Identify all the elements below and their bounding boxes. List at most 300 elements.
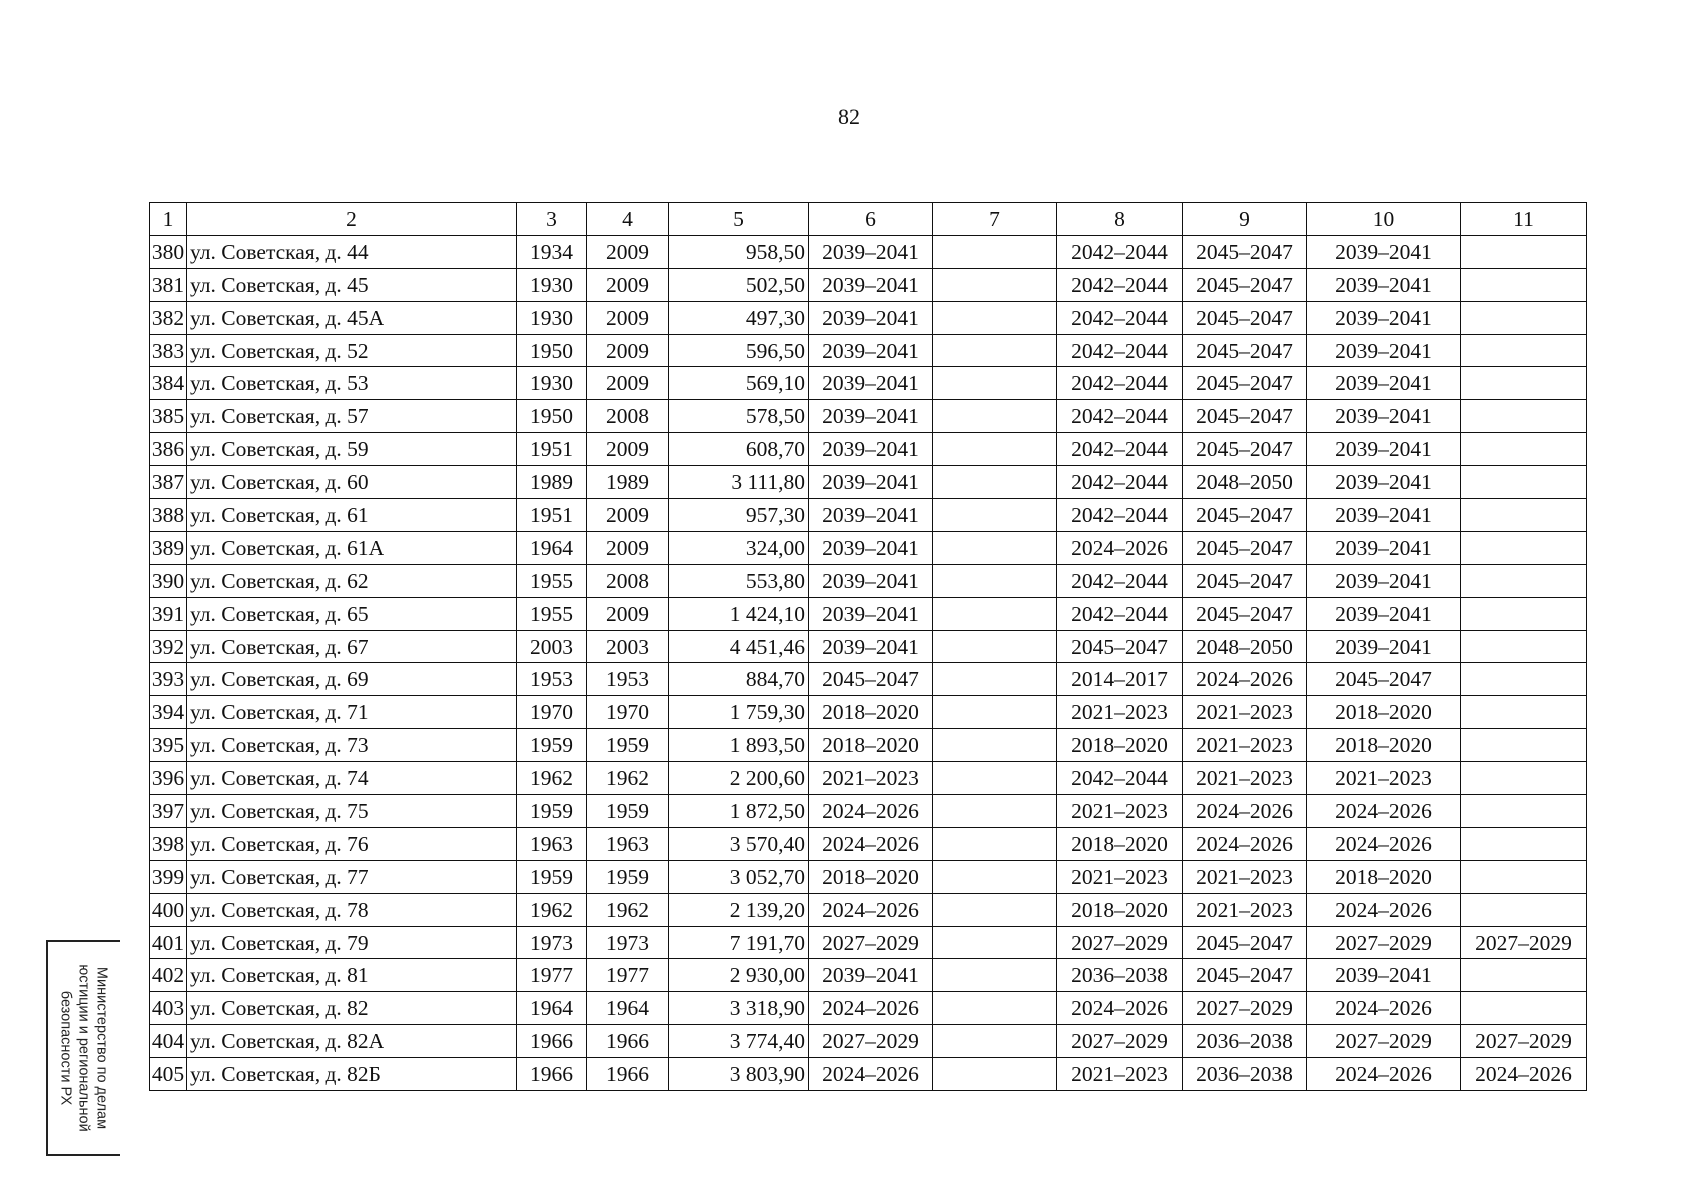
housing-repair-table <box>149 202 1587 1091</box>
period-cell <box>933 499 1057 532</box>
period-cell: 2024–2026 <box>809 992 933 1025</box>
period-cell <box>933 893 1057 926</box>
address-cell: ул. Советская, д. 52 <box>187 334 517 367</box>
table-row <box>150 433 1587 466</box>
build-year-cell: 1966 <box>517 1058 587 1091</box>
period-cell: 2045–2047 <box>1183 531 1307 564</box>
period-cell: 2021–2023 <box>1183 860 1307 893</box>
area-cell: 1 872,50 <box>669 795 809 828</box>
period-cell <box>1461 696 1587 729</box>
address-cell: ул. Советская, д. 67 <box>187 630 517 663</box>
area-cell: 2 139,20 <box>669 893 809 926</box>
build-year-cell: 1930 <box>517 367 587 400</box>
build-year-cell: 1959 <box>517 729 587 762</box>
column-header: 7 <box>933 203 1057 236</box>
row-number-cell: 382 <box>150 301 187 334</box>
period-cell: 2018–2020 <box>809 729 933 762</box>
table-row <box>150 926 1587 959</box>
period-cell: 2039–2041 <box>1307 564 1461 597</box>
column-header: 5 <box>669 203 809 236</box>
period-cell: 2024–2026 <box>1307 827 1461 860</box>
period-cell: 2048–2050 <box>1183 466 1307 499</box>
period-cell: 2024–2026 <box>1183 663 1307 696</box>
period-cell <box>1461 992 1587 1025</box>
period-cell <box>1461 334 1587 367</box>
row-number-cell: 402 <box>150 959 187 992</box>
period-cell: 2042–2044 <box>1057 400 1183 433</box>
period-cell <box>1461 795 1587 828</box>
build-year-cell: 1964 <box>517 531 587 564</box>
period-cell: 2039–2041 <box>809 466 933 499</box>
period-cell: 2027–2029 <box>1057 1025 1183 1058</box>
period-cell: 2024–2026 <box>809 795 933 828</box>
survey-year-cell: 1963 <box>587 827 669 860</box>
table-row <box>150 992 1587 1025</box>
survey-year-cell: 1959 <box>587 795 669 828</box>
table-row <box>150 301 1587 334</box>
table-row <box>150 827 1587 860</box>
period-cell: 2027–2029 <box>1307 926 1461 959</box>
period-cell <box>933 959 1057 992</box>
survey-year-cell: 1953 <box>587 663 669 696</box>
period-cell <box>1461 564 1587 597</box>
period-cell: 2045–2047 <box>1183 400 1307 433</box>
period-cell: 2024–2026 <box>1307 893 1461 926</box>
period-cell: 2045–2047 <box>1183 499 1307 532</box>
period-cell: 2048–2050 <box>1183 630 1307 663</box>
period-cell: 2039–2041 <box>809 367 933 400</box>
period-cell: 2039–2041 <box>809 400 933 433</box>
column-header: 9 <box>1183 203 1307 236</box>
period-cell: 2018–2020 <box>1307 860 1461 893</box>
period-cell: 2045–2047 <box>1183 959 1307 992</box>
build-year-cell: 1950 <box>517 400 587 433</box>
period-cell: 2042–2044 <box>1057 499 1183 532</box>
period-cell: 2021–2023 <box>1057 795 1183 828</box>
row-number-cell: 386 <box>150 433 187 466</box>
period-cell: 2027–2029 <box>1183 992 1307 1025</box>
survey-year-cell: 2009 <box>587 235 669 268</box>
row-number-cell: 392 <box>150 630 187 663</box>
survey-year-cell: 2009 <box>587 597 669 630</box>
period-cell: 2039–2041 <box>1307 334 1461 367</box>
period-cell: 2024–2026 <box>1057 531 1183 564</box>
period-cell: 2024–2026 <box>1183 795 1307 828</box>
period-cell: 2039–2041 <box>809 499 933 532</box>
period-cell <box>1461 893 1587 926</box>
row-number-cell: 403 <box>150 992 187 1025</box>
period-cell: 2039–2041 <box>809 597 933 630</box>
area-cell: 958,50 <box>669 235 809 268</box>
build-year-cell: 2003 <box>517 630 587 663</box>
row-number-cell: 393 <box>150 663 187 696</box>
address-cell: ул. Советская, д. 61А <box>187 531 517 564</box>
area-cell: 1 424,10 <box>669 597 809 630</box>
period-cell <box>933 630 1057 663</box>
period-cell: 2018–2020 <box>1057 729 1183 762</box>
period-cell: 2024–2026 <box>1307 1058 1461 1091</box>
period-cell: 2024–2026 <box>1057 992 1183 1025</box>
row-number-cell: 390 <box>150 564 187 597</box>
address-cell: ул. Советская, д. 65 <box>187 597 517 630</box>
period-cell: 2039–2041 <box>1307 630 1461 663</box>
period-cell: 2045–2047 <box>1057 630 1183 663</box>
period-cell <box>1461 597 1587 630</box>
period-cell: 2027–2029 <box>1057 926 1183 959</box>
period-cell <box>933 268 1057 301</box>
row-number-cell: 401 <box>150 926 187 959</box>
survey-year-cell: 2009 <box>587 433 669 466</box>
table-row <box>150 762 1587 795</box>
row-number-cell: 385 <box>150 400 187 433</box>
period-cell <box>933 531 1057 564</box>
period-cell: 2024–2026 <box>1307 992 1461 1025</box>
period-cell <box>933 696 1057 729</box>
period-cell <box>933 301 1057 334</box>
period-cell <box>933 367 1057 400</box>
address-cell: ул. Советская, д. 69 <box>187 663 517 696</box>
address-cell: ул. Советская, д. 75 <box>187 795 517 828</box>
survey-year-cell: 2009 <box>587 367 669 400</box>
build-year-cell: 1934 <box>517 235 587 268</box>
period-cell <box>1461 860 1587 893</box>
survey-year-cell: 1964 <box>587 992 669 1025</box>
table-row <box>150 729 1587 762</box>
table-row <box>150 597 1587 630</box>
period-cell: 2039–2041 <box>809 564 933 597</box>
period-cell: 2039–2041 <box>1307 367 1461 400</box>
period-cell <box>1461 827 1587 860</box>
build-year-cell: 1955 <box>517 597 587 630</box>
period-cell <box>933 663 1057 696</box>
period-cell <box>1461 268 1587 301</box>
build-year-cell: 1950 <box>517 334 587 367</box>
area-cell: 324,00 <box>669 531 809 564</box>
period-cell <box>1461 466 1587 499</box>
period-cell: 2039–2041 <box>1307 597 1461 630</box>
build-year-cell: 1962 <box>517 893 587 926</box>
period-cell <box>933 400 1057 433</box>
period-cell: 2021–2023 <box>1057 1058 1183 1091</box>
period-cell: 2039–2041 <box>809 433 933 466</box>
column-header: 8 <box>1057 203 1183 236</box>
area-cell: 3 803,90 <box>669 1058 809 1091</box>
period-cell: 2021–2023 <box>1183 729 1307 762</box>
period-cell: 2018–2020 <box>809 860 933 893</box>
survey-year-cell: 1962 <box>587 762 669 795</box>
period-cell: 2039–2041 <box>1307 400 1461 433</box>
table-container <box>149 202 1587 1091</box>
address-cell: ул. Советская, д. 76 <box>187 827 517 860</box>
area-cell: 957,30 <box>669 499 809 532</box>
build-year-cell: 1966 <box>517 1025 587 1058</box>
period-cell: 2024–2026 <box>1307 795 1461 828</box>
build-year-cell: 1964 <box>517 992 587 1025</box>
survey-year-cell: 1970 <box>587 696 669 729</box>
header-row <box>150 203 1587 236</box>
period-cell: 2045–2047 <box>1183 367 1307 400</box>
row-number-cell: 399 <box>150 860 187 893</box>
period-cell: 2042–2044 <box>1057 564 1183 597</box>
period-cell: 2045–2047 <box>1183 235 1307 268</box>
address-cell: ул. Советская, д. 82 <box>187 992 517 1025</box>
period-cell: 2021–2023 <box>1183 696 1307 729</box>
period-cell <box>1461 630 1587 663</box>
period-cell: 2039–2041 <box>809 630 933 663</box>
period-cell: 2042–2044 <box>1057 268 1183 301</box>
build-year-cell: 1989 <box>517 466 587 499</box>
survey-year-cell: 1989 <box>587 466 669 499</box>
stamp-text <box>57 964 111 1131</box>
period-cell: 2027–2029 <box>1461 926 1587 959</box>
area-cell: 3 774,40 <box>669 1025 809 1058</box>
period-cell: 2036–2038 <box>1183 1058 1307 1091</box>
period-cell: 2042–2044 <box>1057 762 1183 795</box>
period-cell: 2018–2020 <box>1307 729 1461 762</box>
build-year-cell: 1955 <box>517 564 587 597</box>
period-cell: 2039–2041 <box>1307 268 1461 301</box>
area-cell: 4 451,46 <box>669 630 809 663</box>
survey-year-cell: 1959 <box>587 860 669 893</box>
period-cell: 2042–2044 <box>1057 334 1183 367</box>
period-cell: 2027–2029 <box>809 1025 933 1058</box>
table-row <box>150 1058 1587 1091</box>
row-number-cell: 380 <box>150 235 187 268</box>
ministry-stamp <box>46 940 120 1156</box>
area-cell: 502,50 <box>669 268 809 301</box>
build-year-cell: 1977 <box>517 959 587 992</box>
address-cell: ул. Советская, д. 77 <box>187 860 517 893</box>
address-cell: ул. Советская, д. 82А <box>187 1025 517 1058</box>
period-cell <box>933 992 1057 1025</box>
period-cell <box>1461 301 1587 334</box>
period-cell: 2045–2047 <box>1183 334 1307 367</box>
column-header: 1 <box>150 203 187 236</box>
period-cell: 2039–2041 <box>809 235 933 268</box>
period-cell: 2021–2023 <box>1057 860 1183 893</box>
period-cell: 2018–2020 <box>809 696 933 729</box>
period-cell: 2036–2038 <box>1183 1025 1307 1058</box>
area-cell: 884,70 <box>669 663 809 696</box>
stamp-line: юстиции и региональной <box>76 964 92 1132</box>
build-year-cell: 1970 <box>517 696 587 729</box>
row-number-cell: 394 <box>150 696 187 729</box>
table-row <box>150 795 1587 828</box>
period-cell <box>1461 367 1587 400</box>
period-cell: 2039–2041 <box>1307 499 1461 532</box>
row-number-cell: 383 <box>150 334 187 367</box>
address-cell: ул. Советская, д. 81 <box>187 959 517 992</box>
area-cell: 1 759,30 <box>669 696 809 729</box>
period-cell <box>933 235 1057 268</box>
period-cell: 2039–2041 <box>809 959 933 992</box>
period-cell: 2045–2047 <box>1183 433 1307 466</box>
period-cell: 2045–2047 <box>1183 301 1307 334</box>
address-cell: ул. Советская, д. 57 <box>187 400 517 433</box>
address-cell: ул. Советская, д. 62 <box>187 564 517 597</box>
period-cell <box>1461 400 1587 433</box>
column-header: 10 <box>1307 203 1461 236</box>
period-cell: 2024–2026 <box>809 1058 933 1091</box>
period-cell: 2018–2020 <box>1057 827 1183 860</box>
build-year-cell: 1951 <box>517 433 587 466</box>
period-cell: 2024–2026 <box>809 827 933 860</box>
row-number-cell: 395 <box>150 729 187 762</box>
period-cell: 2042–2044 <box>1057 301 1183 334</box>
build-year-cell: 1951 <box>517 499 587 532</box>
period-cell: 2042–2044 <box>1057 235 1183 268</box>
period-cell: 2042–2044 <box>1057 597 1183 630</box>
survey-year-cell: 2009 <box>587 531 669 564</box>
period-cell <box>933 729 1057 762</box>
survey-year-cell: 2009 <box>587 334 669 367</box>
address-cell: ул. Советская, д. 61 <box>187 499 517 532</box>
area-cell: 2 200,60 <box>669 762 809 795</box>
address-cell: ул. Советская, д. 44 <box>187 235 517 268</box>
survey-year-cell: 1962 <box>587 893 669 926</box>
period-cell <box>1461 729 1587 762</box>
period-cell <box>1461 235 1587 268</box>
table-row <box>150 696 1587 729</box>
survey-year-cell: 2008 <box>587 400 669 433</box>
period-cell: 2042–2044 <box>1057 367 1183 400</box>
period-cell: 2045–2047 <box>1183 597 1307 630</box>
period-cell <box>1461 531 1587 564</box>
period-cell <box>1461 663 1587 696</box>
area-cell: 3 570,40 <box>669 827 809 860</box>
build-year-cell: 1959 <box>517 795 587 828</box>
row-number-cell: 391 <box>150 597 187 630</box>
row-number-cell: 396 <box>150 762 187 795</box>
table-row <box>150 400 1587 433</box>
period-cell: 2039–2041 <box>1307 301 1461 334</box>
period-cell: 2039–2041 <box>809 268 933 301</box>
table-row <box>150 367 1587 400</box>
area-cell: 569,10 <box>669 367 809 400</box>
period-cell: 2024–2026 <box>1461 1058 1587 1091</box>
period-cell: 2027–2029 <box>1461 1025 1587 1058</box>
period-cell <box>933 564 1057 597</box>
page-number: 82 <box>838 104 860 129</box>
address-cell: ул. Советская, д. 79 <box>187 926 517 959</box>
row-number-cell: 398 <box>150 827 187 860</box>
period-cell: 2021–2023 <box>809 762 933 795</box>
table-row <box>150 663 1587 696</box>
table-row <box>150 860 1587 893</box>
period-cell: 2045–2047 <box>1307 663 1461 696</box>
survey-year-cell: 2009 <box>587 268 669 301</box>
period-cell: 2039–2041 <box>809 334 933 367</box>
period-cell <box>1461 433 1587 466</box>
table-body <box>150 235 1587 1090</box>
period-cell: 2045–2047 <box>1183 564 1307 597</box>
table-row <box>150 531 1587 564</box>
column-header: 3 <box>517 203 587 236</box>
period-cell: 2027–2029 <box>809 926 933 959</box>
area-cell: 3 052,70 <box>669 860 809 893</box>
area-cell: 1 893,50 <box>669 729 809 762</box>
build-year-cell: 1953 <box>517 663 587 696</box>
table-row <box>150 564 1587 597</box>
period-cell <box>933 827 1057 860</box>
table-row <box>150 630 1587 663</box>
period-cell: 2036–2038 <box>1057 959 1183 992</box>
table-row <box>150 1025 1587 1058</box>
survey-year-cell: 2008 <box>587 564 669 597</box>
table-row <box>150 893 1587 926</box>
table-row <box>150 268 1587 301</box>
period-cell: 2021–2023 <box>1183 762 1307 795</box>
build-year-cell: 1973 <box>517 926 587 959</box>
survey-year-cell: 2003 <box>587 630 669 663</box>
stamp-line: Министерство по делам <box>94 966 110 1130</box>
period-cell: 2039–2041 <box>809 301 933 334</box>
area-cell: 7 191,70 <box>669 926 809 959</box>
period-cell: 2039–2041 <box>1307 466 1461 499</box>
build-year-cell: 1962 <box>517 762 587 795</box>
build-year-cell: 1930 <box>517 301 587 334</box>
address-cell: ул. Советская, д. 53 <box>187 367 517 400</box>
address-cell: ул. Советская, д. 74 <box>187 762 517 795</box>
period-cell: 2039–2041 <box>1307 959 1461 992</box>
period-cell <box>1461 959 1587 992</box>
area-cell: 2 930,00 <box>669 959 809 992</box>
build-year-cell: 1963 <box>517 827 587 860</box>
survey-year-cell: 2009 <box>587 301 669 334</box>
survey-year-cell: 1977 <box>587 959 669 992</box>
address-cell: ул. Советская, д. 82Б <box>187 1058 517 1091</box>
area-cell: 553,80 <box>669 564 809 597</box>
period-cell: 2021–2023 <box>1057 696 1183 729</box>
period-cell: 2042–2044 <box>1057 466 1183 499</box>
period-cell: 2021–2023 <box>1183 893 1307 926</box>
survey-year-cell: 1966 <box>587 1025 669 1058</box>
period-cell <box>933 433 1057 466</box>
address-cell: ул. Советская, д. 45 <box>187 268 517 301</box>
period-cell <box>933 860 1057 893</box>
row-number-cell: 400 <box>150 893 187 926</box>
area-cell: 3 111,80 <box>669 466 809 499</box>
row-number-cell: 397 <box>150 795 187 828</box>
period-cell <box>933 926 1057 959</box>
row-number-cell: 381 <box>150 268 187 301</box>
row-number-cell: 388 <box>150 499 187 532</box>
table-row <box>150 466 1587 499</box>
period-cell <box>1461 499 1587 532</box>
build-year-cell: 1930 <box>517 268 587 301</box>
area-cell: 608,70 <box>669 433 809 466</box>
survey-year-cell: 1973 <box>587 926 669 959</box>
period-cell <box>933 1025 1057 1058</box>
column-header: 6 <box>809 203 933 236</box>
table-row <box>150 235 1587 268</box>
address-cell: ул. Советская, д. 45А <box>187 301 517 334</box>
period-cell <box>933 597 1057 630</box>
period-cell: 2024–2026 <box>809 893 933 926</box>
period-cell: 2018–2020 <box>1057 893 1183 926</box>
table-row <box>150 334 1587 367</box>
period-cell: 2018–2020 <box>1307 696 1461 729</box>
period-cell <box>933 334 1057 367</box>
period-cell: 2027–2029 <box>1307 1025 1461 1058</box>
address-cell: ул. Советская, д. 60 <box>187 466 517 499</box>
period-cell: 2045–2047 <box>1183 268 1307 301</box>
address-cell: ул. Советская, д. 73 <box>187 729 517 762</box>
address-cell: ул. Советская, д. 78 <box>187 893 517 926</box>
period-cell <box>933 795 1057 828</box>
column-header: 2 <box>187 203 517 236</box>
row-number-cell: 404 <box>150 1025 187 1058</box>
